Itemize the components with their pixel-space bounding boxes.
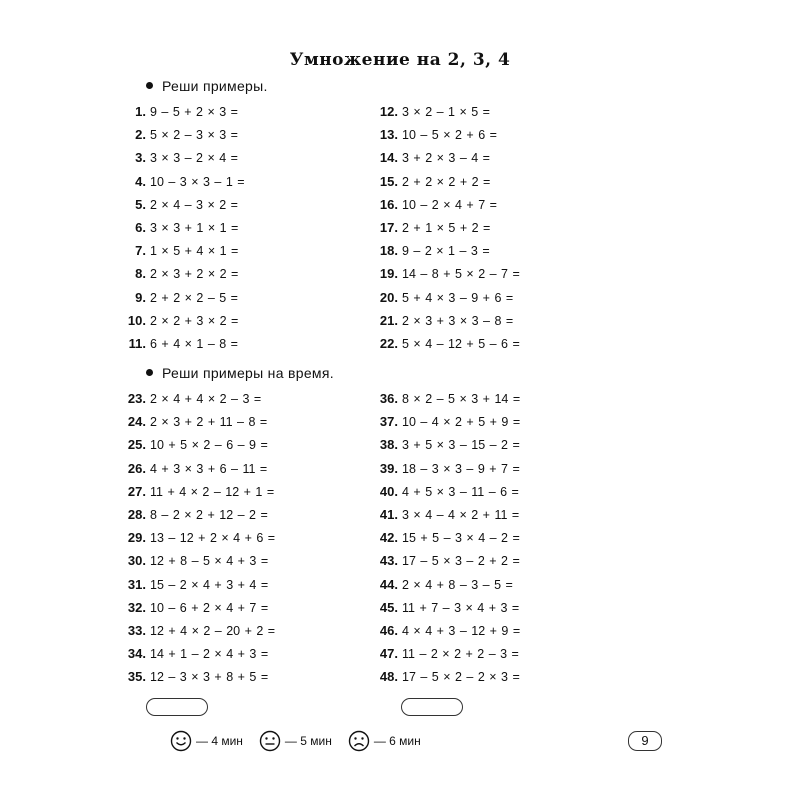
legend-item-6-min <box>348 730 421 752</box>
exercise-row <box>118 457 275 480</box>
exercise-expression: 1 × 5 + 4 × 1 = <box>150 244 239 259</box>
exercise-row <box>118 387 275 410</box>
exercise-row <box>370 332 520 355</box>
exercise-number: 44. <box>379 576 398 592</box>
exercise-expression: 10 – 6 + 2 × 4 + 7 = <box>150 600 269 615</box>
exercise-number: 30. <box>127 553 146 569</box>
exercise-expression: 15 – 2 × 4 + 3 + 4 = <box>150 577 269 592</box>
exercise-row <box>370 457 520 480</box>
exercise-row <box>118 193 245 216</box>
exercise-row <box>370 503 520 526</box>
legend-text: — 4 мин <box>196 734 243 748</box>
exercise-expression: 3 × 3 + 1 × 1 = <box>150 220 239 235</box>
legend-item-5-min <box>259 730 332 752</box>
exercise-number: 19. <box>379 266 398 282</box>
exercise-expression: 4 + 5 × 3 – 11 – 6 = <box>402 484 519 499</box>
exercise-expression: 14 + 1 – 2 × 4 + 3 = <box>150 647 269 662</box>
exercise-expression: 9 – 5 + 2 × 3 = <box>150 105 238 119</box>
exercise-expression: 4 × 4 + 3 – 12 + 9 = <box>402 623 521 638</box>
instruction-1 <box>146 78 268 94</box>
exercise-number: 28. <box>127 506 146 522</box>
exercise-number: 38. <box>379 437 398 453</box>
neutral-face-icon <box>259 730 281 752</box>
exercise-expression: 10 – 2 × 4 + 7 = <box>402 197 497 212</box>
exercise-number: 20. <box>379 289 398 305</box>
exercise-number: 16. <box>379 196 398 212</box>
exercise-number: 21. <box>379 312 398 328</box>
exercise-row <box>118 480 275 503</box>
bullet-icon <box>146 369 153 376</box>
exercise-row <box>118 100 245 123</box>
exercise-row <box>118 239 245 262</box>
exercise-expression: 2 × 3 + 3 × 3 – 8 = <box>402 313 514 328</box>
exercise-row <box>118 309 245 332</box>
exercise-number: 14. <box>379 150 398 166</box>
exercise-expression: 11 + 4 × 2 – 12 + 1 = <box>150 484 275 499</box>
exercise-number: 4. <box>135 173 146 189</box>
exercise-number: 36. <box>379 391 398 406</box>
legend-text: — 6 мин <box>373 734 421 748</box>
exercise-expression: 12 – 3 × 3 + 8 + 5 = <box>150 670 269 685</box>
exercise-number: 10. <box>127 312 146 328</box>
exercise-expression: 18 – 3 × 3 – 9 + 7 = <box>402 461 520 476</box>
exercise-expression: 6 + 4 × 1 – 8 = <box>150 336 238 351</box>
exercise-expression: 17 – 5 × 3 – 2 + 2 = <box>402 554 520 569</box>
exercise-expression: 5 × 4 – 12 + 5 – 6 = <box>402 336 520 351</box>
exercise-number: 2. <box>135 127 146 143</box>
exercise-expression: 12 + 8 – 5 × 4 + 3 = <box>150 554 269 569</box>
exercise-expression: 2 × 4 – 3 × 2 = <box>150 197 238 212</box>
exercise-expression: 14 – 8 + 5 × 2 – 7 = <box>402 267 520 282</box>
bullet-icon <box>146 82 153 89</box>
exercise-row <box>370 193 520 216</box>
page-title: Умножение на 2, 3, 4 <box>289 50 511 70</box>
exercise-number: 15. <box>379 173 398 189</box>
exercise-number: 43. <box>379 553 398 569</box>
exercise-number: 24. <box>127 414 146 430</box>
section2-right-column <box>370 387 520 688</box>
exercise-row <box>370 480 520 503</box>
exercise-expression: 8 – 2 × 2 + 12 – 2 = <box>150 507 268 522</box>
exercise-number: 32. <box>127 599 146 615</box>
exercise-number: 23. <box>127 391 146 406</box>
exercise-expression: 5 + 4 × 3 – 9 + 6 = <box>402 290 514 305</box>
exercise-expression: 9 – 2 × 1 – 3 = <box>402 244 490 259</box>
exercise-row <box>370 170 520 193</box>
exercise-row <box>370 410 520 433</box>
exercise-row <box>118 170 245 193</box>
time-legend <box>170 730 437 752</box>
exercise-number: 47. <box>379 646 398 662</box>
exercise-number: 33. <box>127 622 146 638</box>
exercise-number: 6. <box>135 219 146 235</box>
exercise-expression: 3 × 2 – 1 × 5 = <box>402 105 490 119</box>
exercise-expression: 13 – 12 + 2 × 4 + 6 = <box>150 531 276 546</box>
exercise-number: 18. <box>379 243 398 259</box>
exercise-number: 35. <box>127 669 146 685</box>
exercise-number: 41. <box>379 506 398 522</box>
exercise-number: 27. <box>127 483 146 499</box>
exercise-number: 13. <box>379 127 398 143</box>
exercise-expression: 3 × 3 – 2 × 4 = <box>150 151 238 166</box>
exercise-row <box>118 573 275 596</box>
exercise-number: 31. <box>127 576 146 592</box>
exercise-row <box>370 146 520 169</box>
section1-left-column <box>118 100 245 355</box>
legend-text: — 5 мин <box>284 734 332 748</box>
exercise-row <box>118 433 275 456</box>
exercise-row <box>118 596 275 619</box>
exercise-expression: 3 + 2 × 3 – 4 = <box>402 151 490 166</box>
exercise-number: 8. <box>135 266 146 282</box>
exercise-row <box>370 123 520 146</box>
exercise-row <box>118 286 245 309</box>
exercise-expression: 2 × 3 + 2 + 11 – 8 = <box>150 415 268 430</box>
exercise-number: 45. <box>379 599 398 615</box>
exercise-expression: 10 – 3 × 3 – 1 = <box>150 174 245 189</box>
exercise-row <box>370 573 520 596</box>
exercise-expression: 10 – 5 × 2 + 6 = <box>402 128 497 143</box>
exercise-row <box>118 503 275 526</box>
exercise-row <box>118 549 275 572</box>
exercise-row <box>370 526 520 549</box>
page-number: 9 <box>628 731 662 751</box>
exercise-expression: 8 × 2 – 5 × 3 + 14 = <box>402 392 521 406</box>
exercise-number: 17. <box>379 219 398 235</box>
exercise-number: 9. <box>135 289 146 305</box>
exercise-expression: 5 × 2 – 3 × 3 = <box>150 128 238 143</box>
exercise-number: 3. <box>135 150 146 166</box>
exercise-expression: 10 + 5 × 2 – 6 – 9 = <box>150 438 268 453</box>
section2-left-column <box>118 387 275 688</box>
exercise-row <box>370 262 520 285</box>
exercise-expression: 2 × 3 + 2 × 2 = <box>150 267 239 282</box>
exercise-expression: 10 – 4 × 2 + 5 + 9 = <box>402 415 521 430</box>
exercise-expression: 3 × 4 – 4 × 2 + 11 = <box>402 507 520 522</box>
exercise-expression: 3 + 5 × 3 – 15 – 2 = <box>402 438 520 453</box>
legend-item-4-min <box>170 730 243 752</box>
exercise-row <box>370 216 520 239</box>
exercise-row <box>370 665 520 688</box>
exercise-row <box>370 549 520 572</box>
exercise-row <box>118 642 275 665</box>
exercise-row <box>370 239 520 262</box>
exercise-row <box>118 123 245 146</box>
exercise-number: 1. <box>135 104 146 119</box>
exercise-number: 12. <box>379 104 398 119</box>
exercise-row <box>370 642 520 665</box>
exercise-expression: 2 × 4 + 8 – 3 – 5 = <box>402 577 513 592</box>
exercise-row <box>370 596 520 619</box>
exercise-expression: 12 + 4 × 2 – 20 + 2 = <box>150 623 276 638</box>
exercise-row <box>370 309 520 332</box>
exercise-expression: 17 – 5 × 2 – 2 × 3 = <box>402 670 520 685</box>
exercise-number: 5. <box>135 196 146 212</box>
exercise-number: 42. <box>379 530 398 546</box>
exercise-number: 39. <box>379 460 398 476</box>
exercise-number: 11. <box>128 335 146 351</box>
exercise-expression: 2 + 2 × 2 + 2 = <box>402 174 491 189</box>
exercise-expression: 2 + 1 × 5 + 2 = <box>402 220 491 235</box>
exercise-expression: 11 + 7 – 3 × 4 + 3 = <box>402 600 520 615</box>
exercise-row <box>118 665 275 688</box>
exercise-row <box>118 262 245 285</box>
exercise-number: 25. <box>127 437 146 453</box>
exercise-row <box>118 410 275 433</box>
exercise-number: 7. <box>135 243 146 259</box>
exercise-expression: 15 + 5 – 3 × 4 – 2 = <box>402 531 520 546</box>
exercise-row <box>118 526 275 549</box>
exercise-expression: 2 + 2 × 2 – 5 = <box>150 290 238 305</box>
exercise-number: 29. <box>127 530 146 546</box>
smile-icon <box>170 730 192 752</box>
exercise-row <box>370 619 520 642</box>
exercise-number: 48. <box>379 669 398 685</box>
instruction-2-text: Реши примеры на время. <box>162 365 334 381</box>
sad-face-icon <box>348 730 370 752</box>
exercise-number: 40. <box>379 483 398 499</box>
instruction-1-text: Реши примеры. <box>162 78 268 94</box>
exercise-number: 37. <box>379 414 398 430</box>
time-box-right[interactable] <box>401 698 463 716</box>
exercise-row <box>370 286 520 309</box>
exercise-row <box>370 387 520 410</box>
exercise-row <box>370 100 520 123</box>
exercise-number: 26. <box>127 460 146 476</box>
exercise-expression: 2 × 2 + 3 × 2 = <box>150 313 239 328</box>
exercise-row <box>118 216 245 239</box>
exercise-number: 46. <box>379 622 398 638</box>
instruction-2 <box>146 365 334 381</box>
exercise-row <box>370 433 520 456</box>
exercise-number: 22. <box>379 335 398 351</box>
section1-right-column <box>370 100 520 355</box>
exercise-number: 34. <box>127 646 146 662</box>
exercise-row <box>118 619 275 642</box>
exercise-row <box>118 332 245 355</box>
exercise-expression: 4 + 3 × 3 + 6 – 11 = <box>150 461 268 476</box>
exercise-expression: 11 – 2 × 2 + 2 – 3 = <box>402 647 519 662</box>
time-box-left[interactable] <box>146 698 208 716</box>
exercise-row <box>118 146 245 169</box>
exercise-expression: 2 × 4 + 4 × 2 – 3 = <box>150 392 262 406</box>
